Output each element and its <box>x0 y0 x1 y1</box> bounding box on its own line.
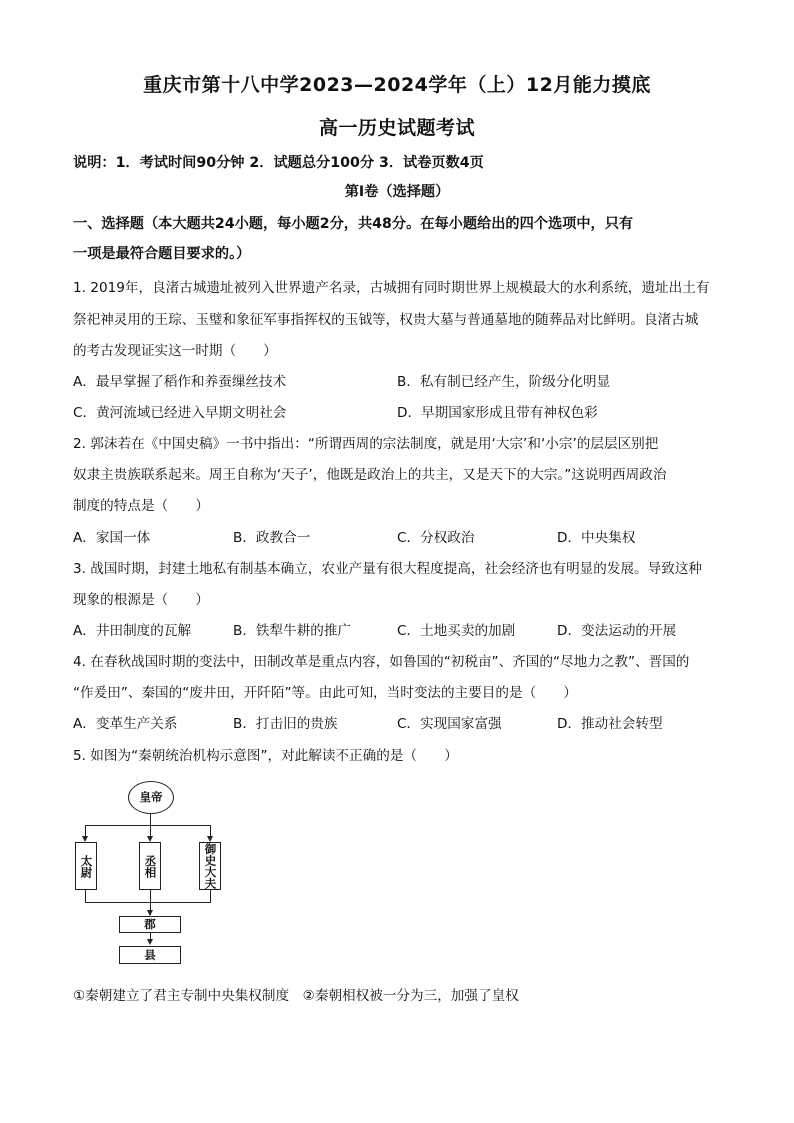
question-4-option-b: B．打击旧的贵族 <box>233 716 338 732</box>
diagram-arrow <box>147 939 153 945</box>
question-1-option-c: C．黄河流域已经进入早期文明社会 <box>73 405 287 421</box>
part1-intro-line2: 一项是最符合题目要求的。） <box>73 246 251 262</box>
diagram-connector <box>150 814 151 825</box>
question-3-line2: 现象的根源是（ ） <box>73 592 209 608</box>
question-1-option-d: D．早期国家形成且带有神权色彩 <box>397 405 598 421</box>
diagram-node-chengxiang: 丞相 <box>139 842 161 890</box>
diagram-connector <box>85 825 211 826</box>
question-4-option-a: A．变革生产关系 <box>73 716 178 732</box>
question-3-option-c: C．土地买卖的加剧 <box>397 623 516 639</box>
diagram-node-taiwei: 太尉 <box>75 842 97 890</box>
question-1-line2: 祭祀神灵用的王琮、玉璧和象征军事指挥权的玉钺等，权贵大墓与普通墓地的随葬品对比鲜明。良渚古城 <box>73 312 699 328</box>
part1-intro-line1: 一、选择题（本大题共24小题，每小题2分，共48分。在每小题给出的四个选项中，只有 <box>73 216 634 232</box>
question-2-option-d: D．中央集权 <box>557 530 636 546</box>
question-1-option-b: B．私有制已经产生，阶级分化明显 <box>397 374 611 390</box>
question-2-line3: 制度的特点是（ ） <box>73 498 209 514</box>
diagram-connector <box>85 890 86 902</box>
question-4-option-d: D．推动社会转型 <box>557 716 663 732</box>
question-2-option-c: C．分权政治 <box>397 530 475 546</box>
question-4-line2: “作爰田”、秦国的“废井田，开阡陌”等。由此可知，当时变法的主要目的是（ ） <box>73 685 577 701</box>
diagram-node-yushidafu: 御史大夫 <box>199 842 221 890</box>
question-5-line1: 5. 如图为“秦朝统治机构示意图”，对此解读不正确的是（ ） <box>73 748 458 764</box>
diagram-node-commandery: 郡 <box>119 916 181 933</box>
diagram-node-county: 县 <box>119 946 181 964</box>
question-3-line1: 3. 战国时期，封建土地私有制基本确立，农业产量有很大程度提高，社会经济也有明显的发展。导致这种 <box>73 561 703 577</box>
question-3-option-b: B．铁犁牛耕的推广 <box>233 623 352 639</box>
question-3-option-d: D．变法运动的开展 <box>557 623 677 639</box>
question-2-line1: 2. 郭沫若在《中国史稿》一书中指出：“所谓西周的宗法制度，就是用‘大宗’和‘小宗’的层层区别把 <box>73 436 659 452</box>
question-3-option-a: A．井田制度的瓦解 <box>73 623 192 639</box>
question-1-option-a: A．最早掌握了稻作和养蚕缫丝技术 <box>73 374 287 390</box>
question-5-statements: ①秦朝建立了君主专制中央集权制度 ②秦朝相权被一分为三，加强了皇权 <box>73 988 519 1004</box>
exam-subtitle: 高一历史试题考试 <box>318 117 475 139</box>
diagram-connector <box>210 890 211 902</box>
question-2-line2: 奴隶主贵族联系起来。周王自称为‘天子’，他既是政治上的共主，又是天下的大宗。”这说明西周政治 <box>73 467 667 483</box>
question-2-option-b: B．政教合一 <box>233 530 311 546</box>
section-title: 第Ⅰ卷（选择题） <box>344 184 450 200</box>
question-4-option-c: C．实现国家富强 <box>397 716 502 732</box>
question-2-option-a: A．家国一体 <box>73 530 151 546</box>
exam-instructions: 说明：1．考试时间90分钟 2．试题总分100分 3．试卷页数4页 <box>73 155 484 171</box>
question-1-line3: 的考古发现证实这一时期（ ） <box>73 343 277 359</box>
diagram-connector <box>85 902 211 903</box>
diagram-node-emperor: 皇帝 <box>128 781 174 814</box>
question-4-line1: 4. 在春秋战国时期的变法中，田制改革是重点内容，如鲁国的“初税亩”、齐国的“尽地力之教”、晋国的 <box>73 654 690 670</box>
exam-title: 重庆市第十八中学2023—2024学年（上）12月能力摸底 <box>143 74 651 96</box>
question-1-line1: 1. 2019年，良渚古城遗址被列入世界遗产名录，古城拥有同时期世界上规模最大的水利系统，遗址出土有 <box>73 280 710 296</box>
